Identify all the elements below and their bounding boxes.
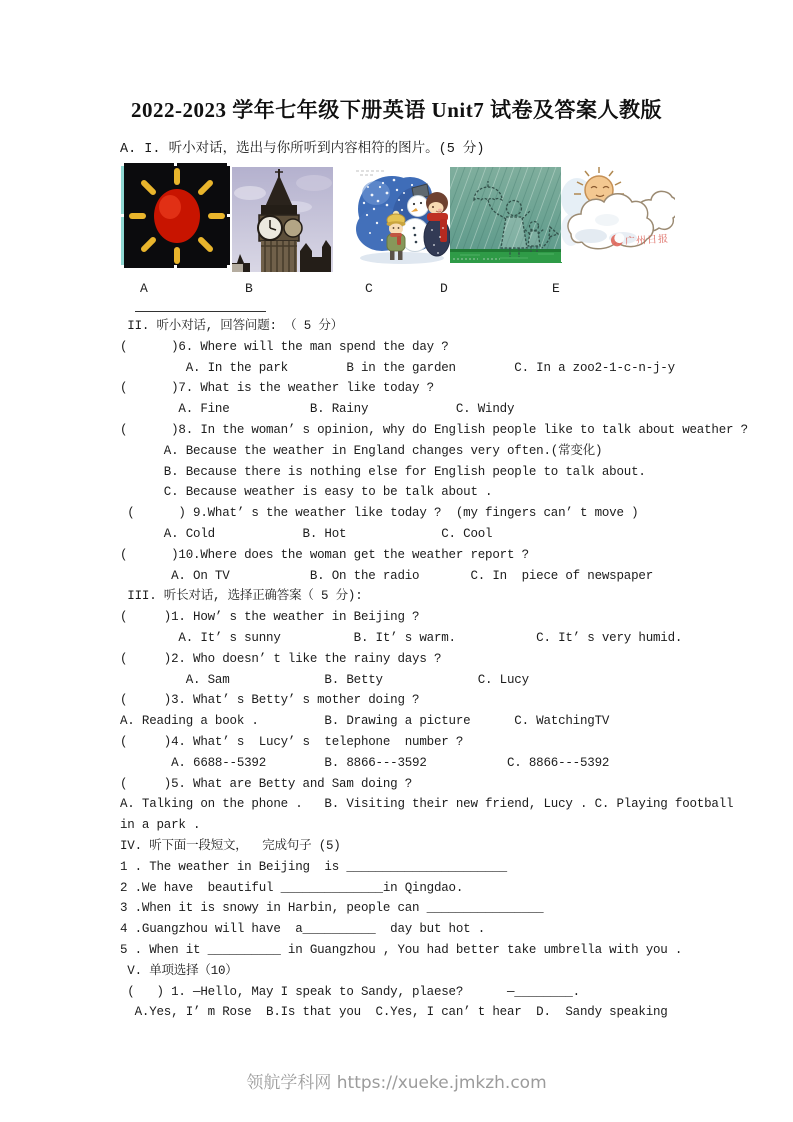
part4-heading: IV. 听下面一段短文， 完成句子 (5)	[120, 838, 341, 853]
picture-label-c: C	[365, 281, 373, 296]
part5-heading: V. 单项选择（10）	[120, 963, 238, 978]
site-watermark-footer: 领航学科网 https://xueke.jmkzh.com	[246, 1073, 547, 1093]
p3-q5-options: A. Talking on the phone . B. Visiting their new friend, Lucy . C. Playing football	[120, 797, 734, 812]
page-title: 2022-2023 学年七年级下册英语 Unit7 试卷及答案人教版	[131, 98, 662, 122]
p3-q4-options: A. 6688--5392 B. 8866---3592 C. 8866---5392	[120, 755, 610, 770]
p3-q2-options: A. Sam B. Betty C. Lucy	[120, 672, 529, 687]
q8-option-a: A. Because the weather in England changes very often.(常变化)	[120, 443, 603, 458]
p3-q3-options: A. Reading a book . B. Drawing a picture C. WatchingTV	[120, 714, 610, 729]
q6-options: A. In the park B in the garden C. In a zoo2-1-c-n-j-y	[120, 360, 675, 375]
q9-question: ( ) 9.What’ s the weather like today ? (my fingers can’ t move )	[120, 506, 639, 521]
p5-q1-options: A.Yes, I’ m Rose B.Is that you C.Yes, I can’ t hear D. Sandy speaking	[120, 1005, 668, 1020]
p3-q5-question: ( )5. What are Betty and Sam doing ?	[120, 776, 413, 791]
exam-body	[120, 316, 748, 1023]
p3-q2-question: ( )2. Who doesn’ t like the rainy days ?	[120, 651, 442, 666]
answer-blank-line	[135, 311, 266, 312]
sun-behind-clouds-image	[561, 164, 675, 262]
p3-q3-question: ( )3. What’ s Betty’ s mother doing ?	[120, 693, 420, 708]
part3-heading: III. 听长对话, 选择正确答案（ 5 分):	[120, 589, 363, 604]
q8-option-c: C. Because weather is easy to be talk about .	[120, 485, 493, 500]
q6-question: ( )6. Where will the man spend the day ?	[120, 339, 449, 354]
p4-sentence-1: 1 . The weather in Beijing is ______________________	[120, 859, 507, 874]
q10-options: A. On TV B. On the radio C. In piece of newspaper	[120, 568, 653, 583]
picture-label-e: E	[552, 281, 560, 296]
part1-heading: A. I. 听小对话，选出与你所听到内容相符的图片。(5 分)	[120, 142, 485, 157]
q7-question: ( )7. What is the weather like today ?	[120, 381, 434, 396]
q7-options: A. Fine B. Rainy C. Windy	[120, 402, 515, 417]
q8-option-b: B. Because there is nothing else for English people to talk about.	[120, 464, 646, 479]
p4-sentence-4: 4 .Guangzhou will have a__________ day but hot .	[120, 922, 486, 937]
p4-sentence-2: 2 .We have beautiful ______________in Qingdao.	[120, 880, 464, 895]
p3-q4-question: ( )4. What’ s Lucy’ s telephone number ?	[120, 734, 464, 749]
p4-sentence-3: 3 .When it is snowy in Harbin, people can ________________	[120, 901, 544, 916]
children-with-snowman-image	[352, 165, 450, 268]
p5-q1-question: ( ) 1. —Hello, May I speak to Sandy, plaese? —________.	[120, 984, 580, 999]
picture-label-a: A	[140, 281, 148, 296]
watermark-text: 广州日报	[624, 234, 670, 249]
q10-question: ( )10.Where does the woman get the weather report ?	[120, 547, 529, 562]
p3-q1-question: ( )1. How’ s the weather in Beijing ?	[120, 610, 420, 625]
picture-label-d: D	[440, 281, 448, 296]
part2-heading: II. 听小对话, 回答问题: （ 5 分）	[120, 319, 343, 333]
big-ben-clock-tower-image	[232, 167, 333, 272]
picture-label-b: B	[245, 281, 253, 296]
p3-q1-options: A. It’ s sunny B. It’ s warm. C. It’ s very humid.	[120, 630, 683, 645]
p3-q5-options-cont: in a park .	[120, 818, 201, 833]
q9-options: A. Cold B. Hot C. Cool	[120, 526, 493, 541]
red-sun-on-black-image	[121, 163, 230, 268]
stick-figures-rain-umbrella-image	[450, 167, 562, 263]
q8-question: ( )8. In the woman’ s opinion, why do English people like to talk about weather ?	[120, 422, 748, 437]
p4-sentence-5: 5 . When it __________ in Guangzhou , You had better take umbrella with you .	[120, 942, 683, 957]
